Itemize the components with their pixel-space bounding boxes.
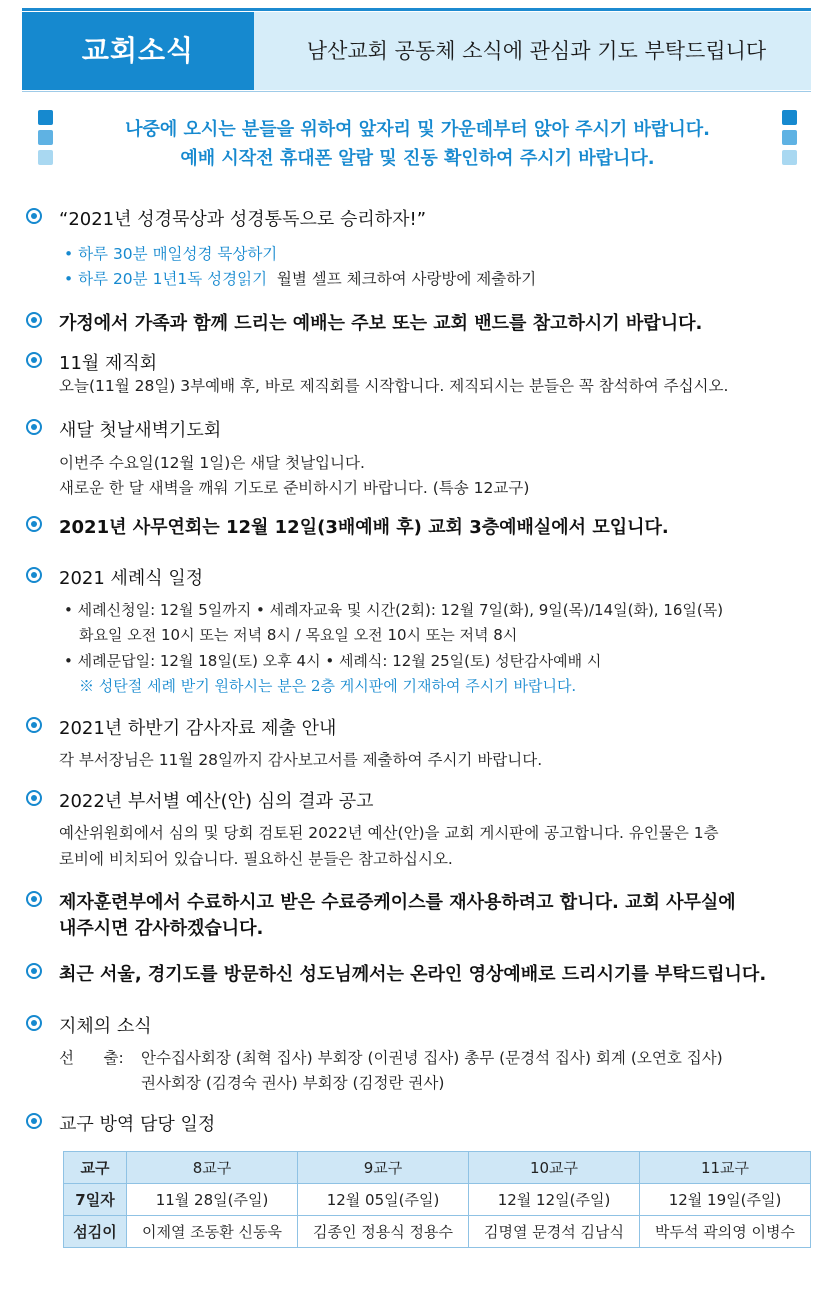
bullet-icon (26, 516, 42, 532)
item-line-2: 새로운 한 달 새벽을 깨워 기도로 준비하시기 바랍니다. (특송 12교구) (59, 479, 530, 497)
bullet-icon (26, 891, 42, 907)
item-line-1: 오늘(11월 28일) 3부예배 후, 바로 제직회를 시작합니다. 제직되시는 분들은 꼭 참석하여 주십시오. (59, 377, 729, 395)
table-row (64, 1184, 811, 1216)
item-title: 새달 첫날새벽기도회 (59, 420, 222, 441)
table-column-header: 9교구 (298, 1152, 469, 1184)
table-column-header: 10교구 (469, 1152, 640, 1184)
bullet-icon (26, 963, 42, 979)
table-header-row (64, 1152, 811, 1184)
table-corner-cell: 교구 (64, 1152, 127, 1184)
item-line-1: 예산위원회에서 심의 및 당회 검토된 2022년 예산(안)을 교회 게시판에 공고합니다. 유인물은 1층 (59, 824, 719, 842)
item-title: 최근 서울, 경기도를 방문하신 성도님께서는 온라인 영상예배로 드리시기를 부탁드립니다. (59, 964, 767, 985)
item-line-3: • 세례문답일: 12월 18일(토) 오후 4시 • 세례식: 12월 25일(토) 성탄감사예배 시 (64, 652, 602, 670)
bullet-icon (26, 1015, 42, 1031)
table-cell: 이제열 조동환 신동욱 (127, 1216, 298, 1248)
item-sub-1: • 하루 30분 매일성경 묵상하기 (64, 245, 278, 263)
item-title: 교구 방역 담당 일정 (59, 1114, 216, 1135)
bullet-icon (26, 208, 42, 224)
table-column-header: 11교구 (640, 1152, 811, 1184)
table-cell: 김명열 문경석 김남식 (469, 1216, 640, 1248)
item-line-1: • 세례신청일: 12월 5일까지 • 세례자교육 및 시간(2회): 12월 7일(화), 9일(목)/14일(화), 16일(목) (64, 601, 724, 619)
section-header (22, 12, 811, 90)
item-line-2: 화요일 오전 10시 또는 저녁 8시 / 목요일 오전 10시 또는 저녁 8시 (79, 626, 518, 644)
table-cell: 박두석 곽의영 이병수 (640, 1216, 811, 1248)
bullet-icon (26, 352, 42, 368)
item-sub-2 (64, 267, 536, 289)
table-cell: 김종인 정용식 정용수 (298, 1216, 469, 1248)
header-bottom-rule (22, 91, 811, 92)
table-row-header: 7일자 (64, 1184, 127, 1216)
bullet-icon (26, 1113, 42, 1129)
table-cell: 12월 05일(주일) (298, 1184, 469, 1216)
section-title: 교회소식 (81, 34, 195, 67)
item-label: 선 출: (59, 1049, 124, 1067)
bullet-icon (26, 790, 42, 806)
item-title: 지체의 소식 (59, 1016, 152, 1037)
item-title: 2021년 하반기 감사자료 제출 안내 (59, 718, 337, 739)
notice-line-1: 나중에 오시는 분들을 위하여 앞자리 및 가운데부터 앉아 주시기 바랍니다. (125, 119, 710, 140)
item-title: 2022년 부서별 예산(안) 심의 결과 공고 (59, 791, 374, 812)
item-sub-2-rest: 월별 셀프 체크하여 사랑방에 제출하기 (276, 270, 537, 288)
notice-left-squares (38, 110, 54, 170)
header-title-tab (22, 12, 254, 90)
item-line-1: 안수집사회장 (최혁 집사) 부회장 (이권녕 집사) 총무 (문경석 집사) 회계 (오연호 집사) (141, 1049, 723, 1067)
item-line-1: 각 부서장님은 11월 28일까지 감사보고서를 제출하여 주시기 바랍니다. (59, 751, 543, 769)
item-line-2: 내주시면 감사하겠습니다. (59, 918, 264, 939)
item-line-1: 제자훈련부에서 수료하시고 받은 수료증케이스를 재사용하려고 합니다. 교회 사무실에 (59, 892, 736, 913)
item-sub-2-highlight: • 하루 20분 1년1독 성경읽기 (64, 270, 268, 288)
section-subtitle: 남산교회 공동체 소식에 관심과 기도 부탁드립니다 (306, 39, 767, 63)
item-line-1: 이번주 수요일(12월 1일)은 새달 첫날입니다. (59, 454, 365, 472)
table-row (64, 1216, 811, 1248)
header-top-rule (22, 8, 811, 11)
item-line-4: ※ 성탄절 세례 받기 원하시는 분은 2층 게시판에 기재하여 주시기 바랍니다. (79, 677, 577, 695)
table-cell: 12월 19일(주일) (640, 1184, 811, 1216)
item-line-2: 로비에 비치되어 있습니다. 필요하신 분들은 참고하십시오. (59, 850, 453, 868)
item-title: 11월 제직회 (59, 353, 158, 374)
table-row-header: 섬김이 (64, 1216, 127, 1248)
item-title: 2021년 사무연회는 12월 12일(3배예배 후) 교회 3층예배실에서 모입니다. (59, 517, 669, 538)
item-title: “2021년 성경묵상과 성경통독으로 승리하자!” (59, 209, 427, 230)
notice-line-2: 예배 시작전 휴대폰 알람 및 진동 확인하여 주시기 바랍니다. (180, 148, 655, 169)
item-title: 가정에서 가족과 함께 드리는 예배는 주보 또는 교회 밴드를 참고하시기 바랍니다. (59, 313, 703, 334)
table-cell: 11월 28일(주일) (127, 1184, 298, 1216)
table-cell: 12월 12일(주일) (469, 1184, 640, 1216)
item-title: 2021 세례식 일정 (59, 568, 204, 589)
bullet-icon (26, 312, 42, 328)
bullet-icon (26, 567, 42, 583)
quarantine-schedule-table (63, 1151, 811, 1248)
table-column-header: 8교구 (127, 1152, 298, 1184)
notice-right-squares (782, 110, 798, 170)
bullet-icon (26, 717, 42, 733)
bullet-icon (26, 419, 42, 435)
item-line-2: 권사회장 (김경숙 권사) 부회장 (김정란 권사) (141, 1074, 445, 1092)
